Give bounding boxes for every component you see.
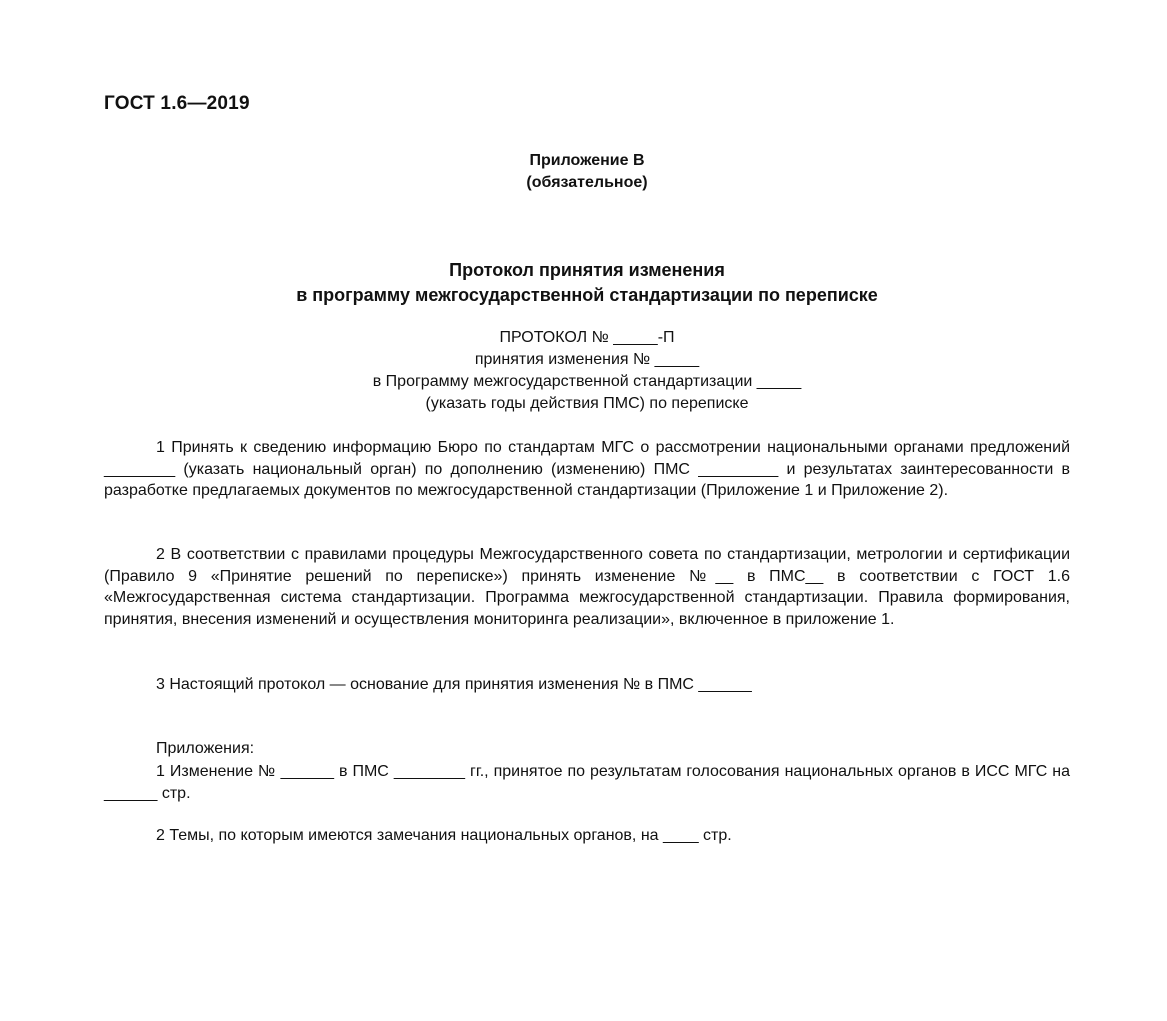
paragraph-3 (104, 674, 1070, 696)
paragraph-2-text: 2 В соответствии с правилами процедуры Межгосударственного совета по стандартизации, метрологии и сертификации (Правило 9 «Принятие решений по переписке») принять изменение №__ в ПМС__ в соответствии с ГОСТ 1.6 «Межгосударственная система стандартизации. Программа межгосударственной стандартизации. Правила формирования, принятия, внесения изменений и осуществления мониторинга реализации», включенное в приложение 1. (104, 546, 1070, 628)
attachment-item-1 (104, 761, 1070, 804)
title-line-2: в программу межгосударственной стандартизации по переписке (296, 285, 878, 305)
attachments-label (104, 738, 1070, 760)
protocol-program-line: в Программу межгосударственной стандартизации _____ (372, 373, 802, 390)
paragraph-1 (104, 437, 1070, 502)
appendix-label: Приложение В (529, 152, 645, 169)
attachment-item-2-text: 2 Темы, по которым имеются замечания национальных органов, на ____ стр. (156, 827, 732, 844)
attachment-item-2 (104, 825, 1070, 847)
paragraph-3-text: 3 Настоящий протокол — основание для принятия изменения № в ПМС ______ (156, 676, 752, 693)
appendix-heading (104, 150, 1070, 194)
attachment-item-1-text: 1 Изменение № ______ в ПМС ________ гг., принятое по результатам голосования национальных органов в ИСС МГС на ______ стр. (104, 763, 1070, 802)
standard-code-header: ГОСТ 1.6—2019 (104, 93, 250, 114)
title-line-1: Протокол принятия изменения (449, 260, 725, 280)
attachments-label-text: Приложения: (156, 740, 255, 757)
paragraph-1-text: 1 Принять к сведению информацию Бюро по стандартам МГС о рассмотрении национальными органами предложений ________ (указать национальный орган) по дополнению (изменению) ПМС _________ и результатах заинтересованности в разработке предлагаемых документов по межгосударственной стандартизации (Приложение 1 и Приложение 2). (104, 439, 1070, 499)
document-title (104, 258, 1070, 308)
protocol-number-line: ПРОТОКОЛ № _____-П (499, 329, 675, 346)
protocol-years-line: (указать годы действия ПМС) по переписке (425, 395, 749, 412)
protocol-change-line: принятия изменения № _____ (474, 351, 700, 368)
appendix-status: (обязательное) (526, 174, 648, 191)
protocol-heading (104, 327, 1070, 415)
paragraph-2 (104, 544, 1070, 630)
